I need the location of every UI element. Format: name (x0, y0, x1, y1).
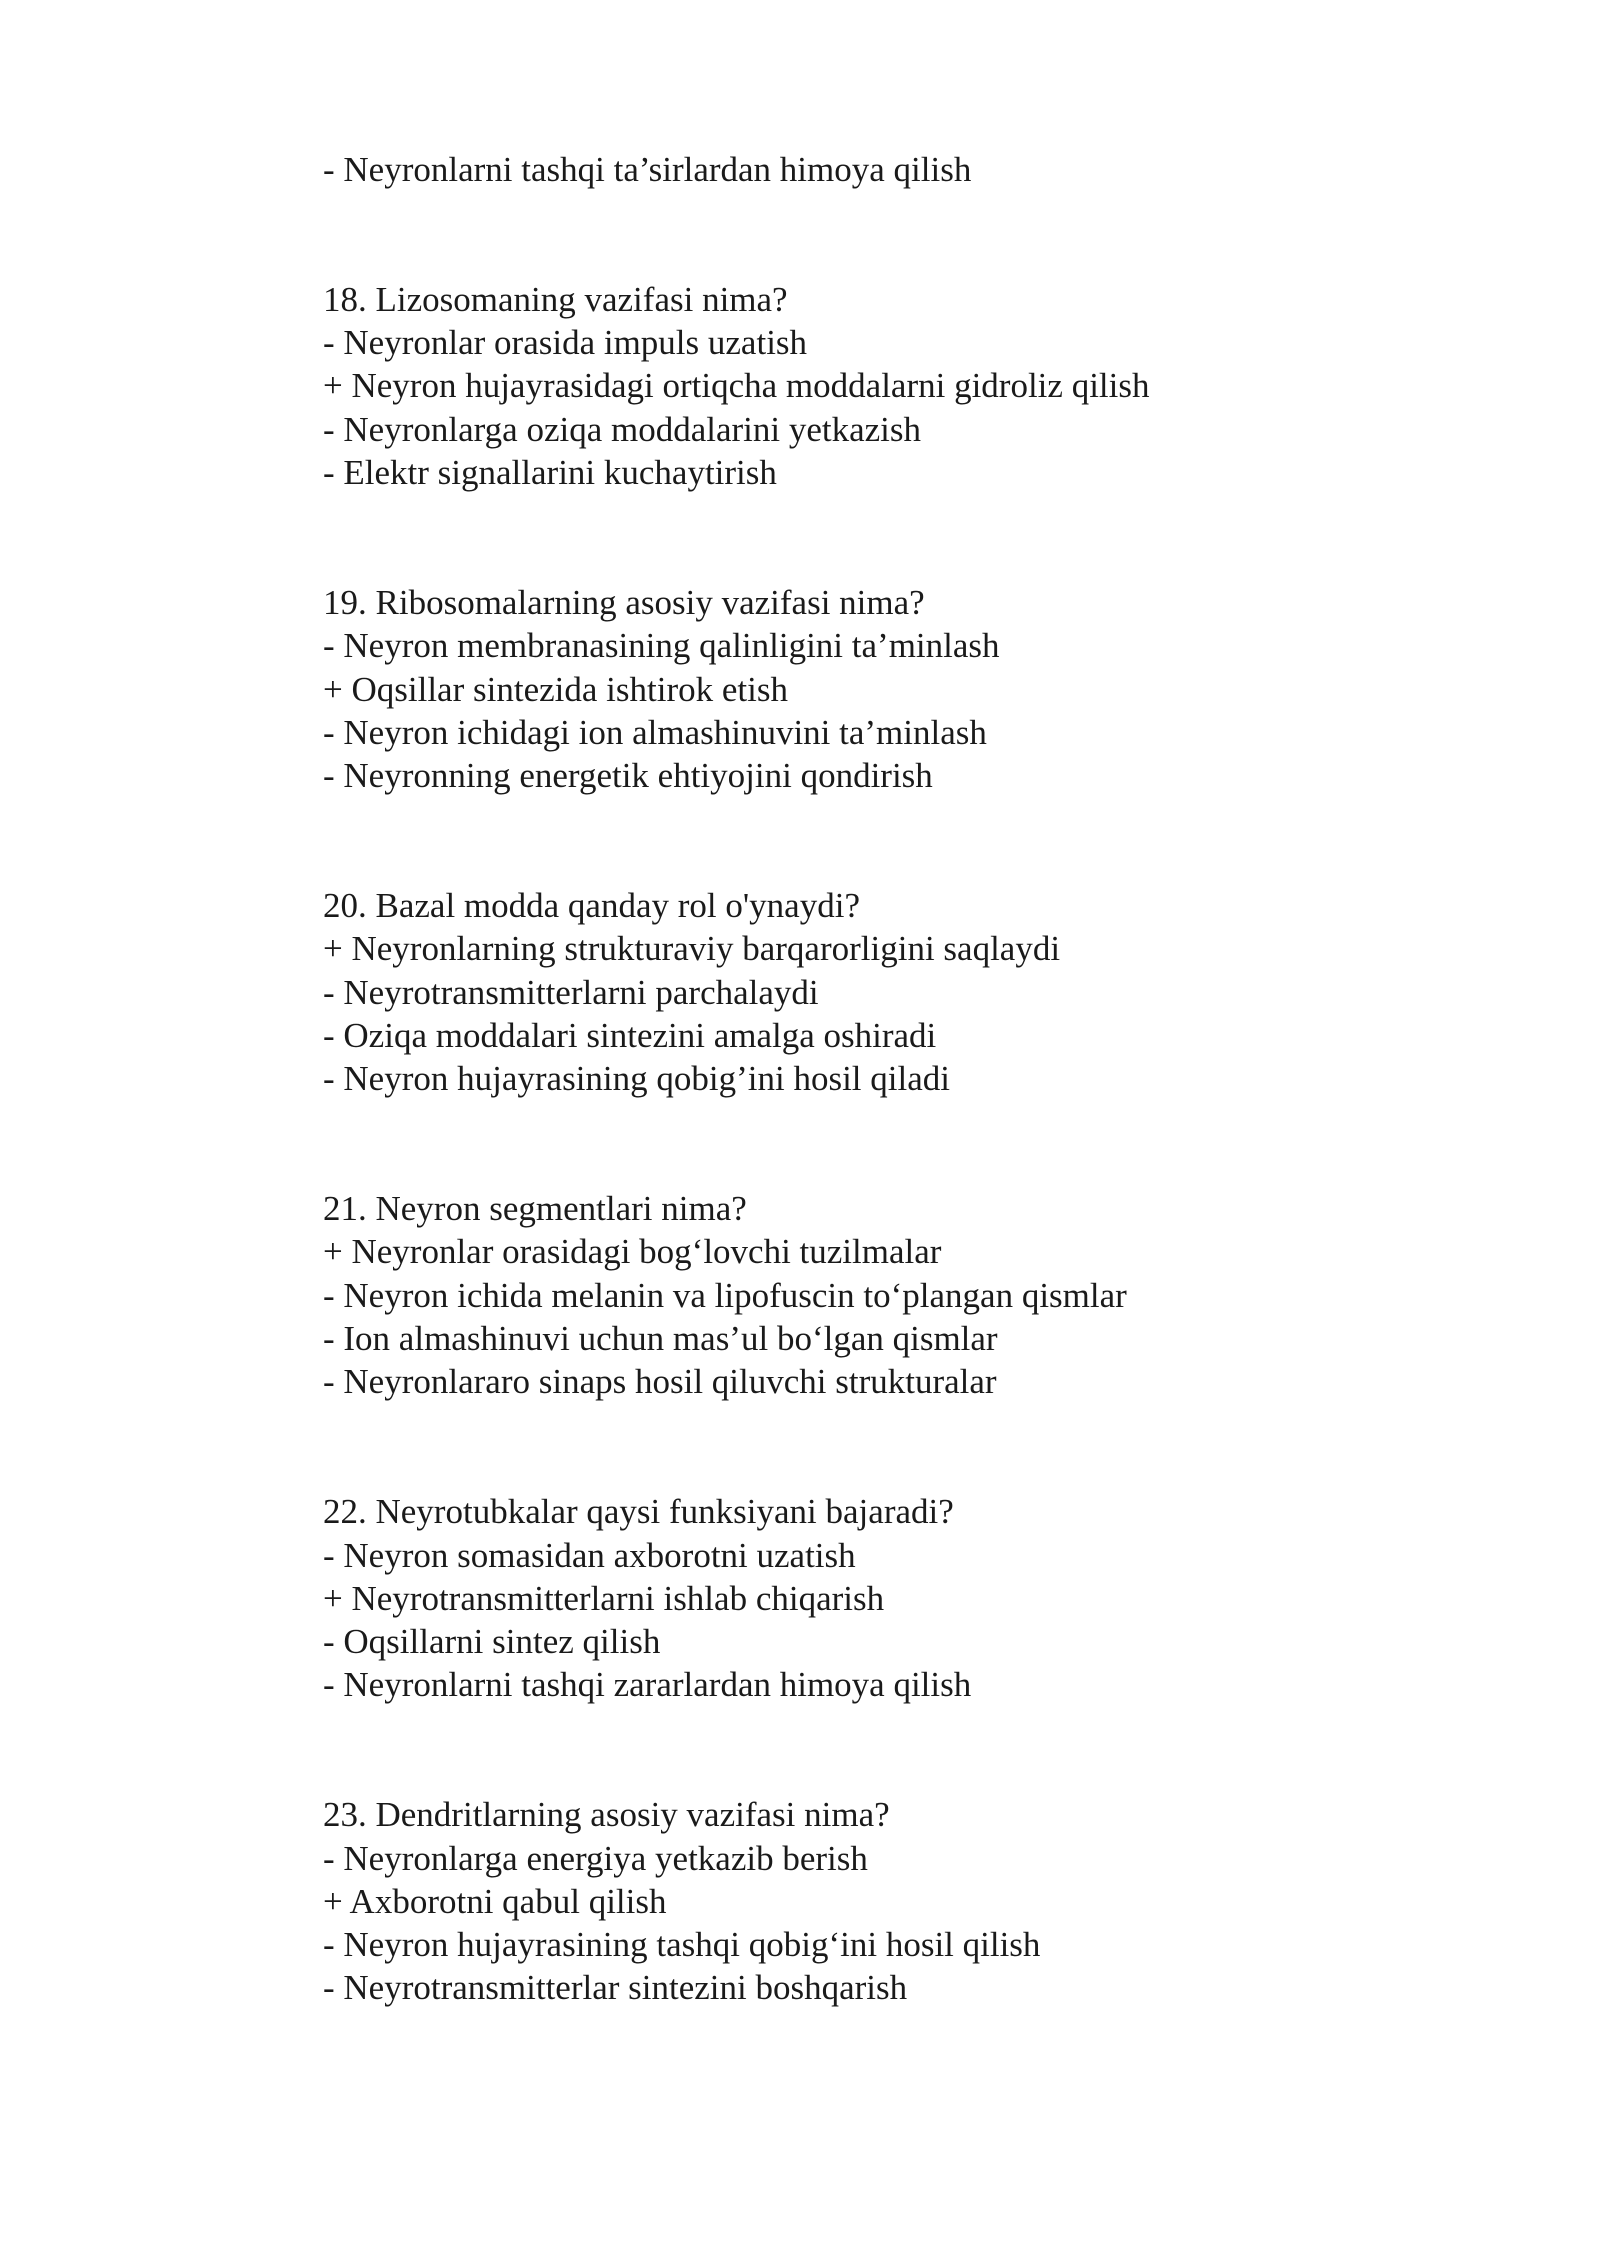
question-title: 22. Neyrotubkalar qaysi funksiyani bajaradi? (323, 1492, 954, 1532)
answer-option: - Neyrotransmitterlar sintezini boshqarish (323, 1968, 908, 2008)
question-title: 23. Dendritlarning asosiy vazifasi nima? (323, 1795, 890, 1835)
question-block-21 (323, 1187, 1473, 1403)
spacer (323, 1707, 1473, 1794)
answer-option: - Neyron ichida melanin va lipofuscin to‘plangan qismlar (323, 1275, 1127, 1315)
question-block-19 (323, 581, 1473, 797)
answer-option-correct: + Oqsillar sintezida ishtirok etish (323, 669, 788, 709)
spacer (323, 1101, 1473, 1188)
spacer (323, 191, 1473, 278)
answer-option: - Neyron ichidagi ion almashinuvini ta’minlash (323, 712, 987, 752)
spacer (323, 494, 1473, 581)
question-title: 21. Neyron segmentlari nima? (323, 1189, 747, 1229)
question-block-23 (323, 1793, 1473, 2009)
answer-option: - Oqsillarni sintez qilish (323, 1622, 661, 1662)
answer-option: - Neyronlararo sinaps hosil qiluvchi strukturalar (323, 1362, 997, 1402)
question-block-20 (323, 884, 1473, 1100)
answer-option: - Neyrotransmitterlarni parchalaydi (323, 972, 819, 1012)
spacer (323, 797, 1473, 884)
answer-option-correct: + Neyrotransmitterlarni ishlab chiqarish (323, 1578, 885, 1618)
answer-option: - Neyron somasidan axborotni uzatish (323, 1535, 856, 1575)
answer-option: - Elektr signallarini kuchaytirish (323, 453, 777, 493)
answer-option: - Neyronlarni tashqi zararlardan himoya qilish (323, 1665, 972, 1705)
question-block-18 (323, 278, 1473, 494)
answer-option: - Neyronlarga oziqa moddalarini yetkazish (323, 409, 922, 449)
answer-option: - Ion almashinuvi uchun mas’ul bo‘lgan qismlar (323, 1319, 998, 1359)
answer-option-correct: + Axborotni qabul qilish (323, 1881, 667, 1921)
lead-line: - Neyronlarni tashqi ta’sirlardan himoya qilish (323, 150, 972, 189)
answer-option: - Oziqa moddalari sintezini amalga oshiradi (323, 1015, 937, 1055)
question-title: 19. Ribosomalarning asosiy vazifasi nima? (323, 582, 925, 622)
answer-option: - Neyronlar orasida impuls uzatish (323, 323, 808, 363)
answer-option-correct: + Neyronlar orasidagi bog‘lovchi tuzilmalar (323, 1232, 942, 1272)
answer-option-correct: + Neyron hujayrasidagi ortiqcha moddalarni gidroliz qilish (323, 366, 1150, 406)
question-title: 18. Lizosomaning vazifasi nima? (323, 279, 788, 319)
spacer (323, 1404, 1473, 1491)
answer-option: - Neyron hujayrasining tashqi qobig‘ini hosil qilish (323, 1925, 1041, 1965)
document-content (323, 148, 1473, 2010)
answer-option: - Neyronlarga energiya yetkazib berish (323, 1838, 868, 1878)
answer-option: - Neyronning energetik ehtiyojini qondirish (323, 756, 933, 796)
question-block-22 (323, 1490, 1473, 1706)
answer-option: - Neyron membranasining qalinligini ta’minlash (323, 626, 1000, 666)
answer-option: - Neyron hujayrasining qobig’ini hosil qiladi (323, 1059, 950, 1099)
answer-option-correct: + Neyronlarning strukturaviy barqarorligini saqlaydi (323, 929, 1061, 969)
question-title: 20. Bazal modda qanday rol o'ynaydi? (323, 886, 860, 926)
